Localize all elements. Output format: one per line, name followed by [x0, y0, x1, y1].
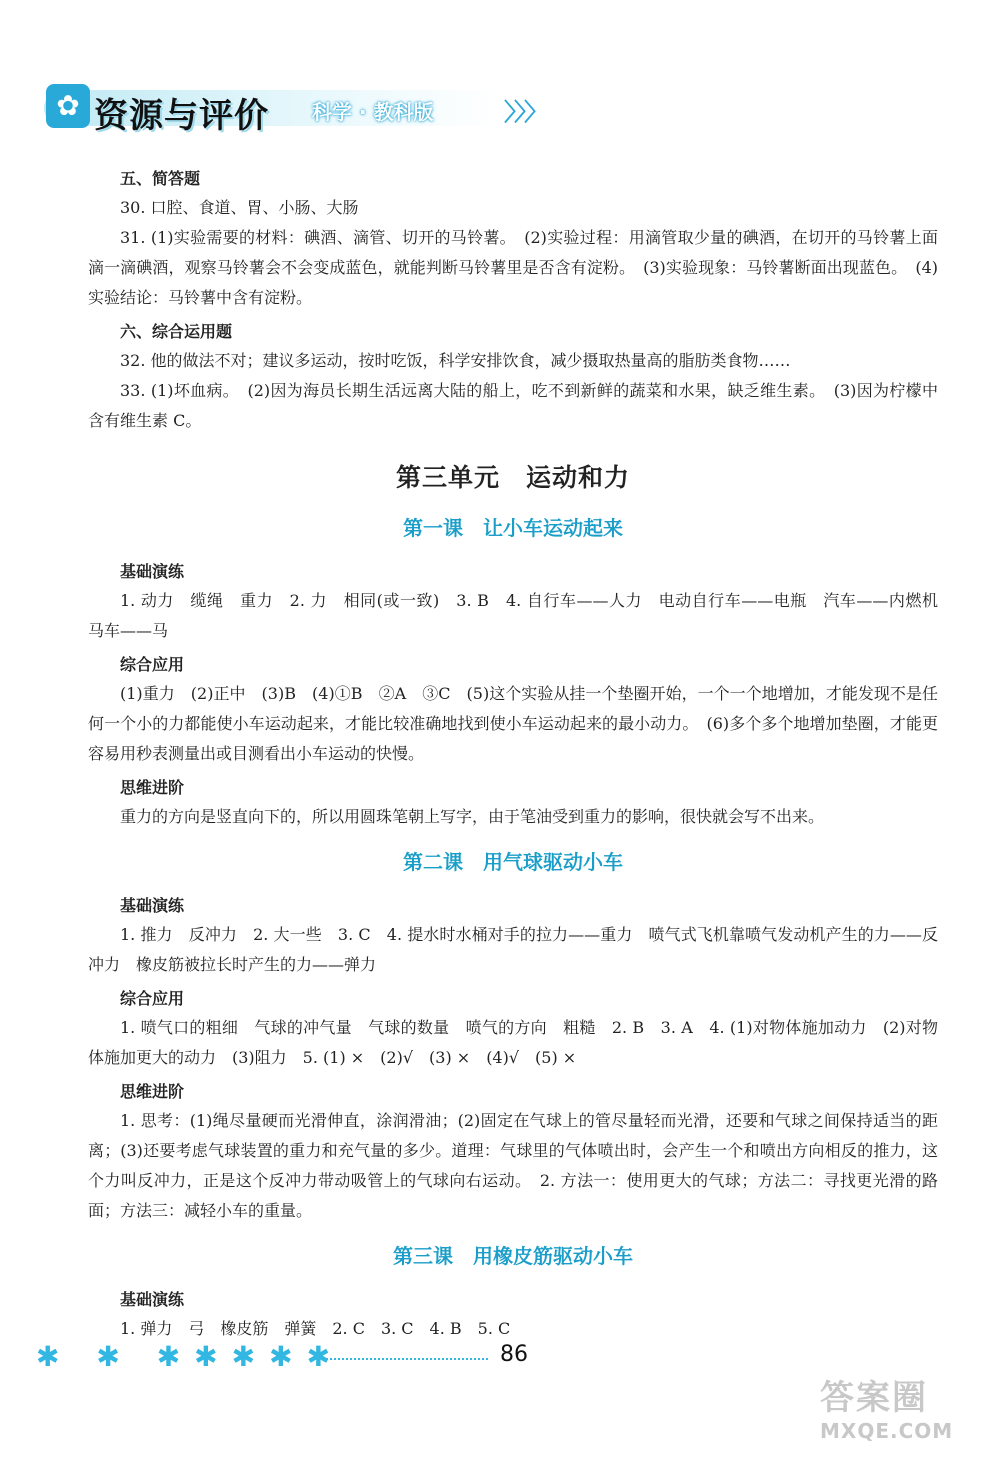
- flower-logo-icon: ✿: [46, 84, 90, 128]
- lesson-title: 第二课 用气球驱动小车: [403, 850, 623, 874]
- book-subtitle: 科学 · 教科版: [312, 100, 434, 124]
- lesson-title: 第一课 让小车运动起来: [403, 516, 623, 540]
- lesson1-basic: 1. 动力 缆绳 重力 2. 力 相同(或一致) 3. B 4. 自行车——人力 电动自行车——电瓶 汽车——内燃机 马车——马: [88, 591, 955, 640]
- unit-title: 第三单元 运动和力: [395, 463, 630, 492]
- watermark-logo: [820, 1370, 980, 1443]
- page-footer: [36, 1340, 596, 1390]
- chevron-arrows-icon: 〉〉〉: [504, 98, 546, 126]
- subsection-heading: 思维进阶: [120, 778, 185, 797]
- watermark-url: MXQE.COM: [820, 1419, 954, 1443]
- subsection-heading: 基础演练: [120, 1290, 185, 1309]
- answer-30: 30. 口腔、食道、胃、小肠、大肠: [120, 198, 359, 217]
- answer-32: 32. 他的做法不对；建议多运动，按时吃饭，科学安排饮食，减少摄取热量高的脂肪类食物……: [120, 351, 791, 370]
- subsection-heading: 综合应用: [120, 989, 185, 1008]
- lesson2-basic: 1. 推力 反冲力 2. 大一些 3. C 4. 提水时水桶对手的拉力——重力 喷气式飞机靠喷气发动机产生的力——反冲力 橡皮筋被拉长时产生的力——弹力: [88, 925, 938, 974]
- subsection-heading: 基础演练: [120, 896, 185, 915]
- lesson2-applied: 1. 喷气口的粗细 气球的冲气量 气球的数量 喷气的方向 粗糙 2. B 3. A 4. (1)对物体施加动力 (2)对物体施加更大的动力 (3)阻力 5. (1) × (2)√ (3) × (4)√ (5) ×: [88, 1018, 938, 1067]
- subsection-heading: 基础演练: [120, 562, 185, 581]
- answer-content: [88, 160, 955, 1344]
- subsection-heading: 综合应用: [120, 655, 185, 674]
- book-header: [44, 80, 546, 136]
- answer-31: 31. (1)实验需要的材料：碘酒、滴管、切开的马铃薯。 (2)实验过程：用滴管取少量的碘酒，在切开的马铃薯上面滴一滴碘酒，观察马铃薯会不会变成蓝色，就能判断马铃薯里是否含有淀粉。 (3)实验现象：马铃薯断面出现蓝色。 (4)实验结论：马铃薯中含有淀粉。: [88, 228, 938, 307]
- watermark-text: 答案圈: [820, 1378, 928, 1418]
- lesson1-thinking: 重力的方向是竖直向下的，所以用圆珠笔朝上写字，由于笔油受到重力的影响，很快就会写不出来。: [120, 807, 825, 826]
- page-number: 86: [500, 1342, 528, 1367]
- lesson3-basic: 1. 弹力 弓 橡皮筋 弹簧 2. C 3. C 4. B 5. C: [120, 1319, 511, 1338]
- dotted-divider: [318, 1358, 488, 1360]
- book-title: 资源与评价: [94, 96, 269, 136]
- lesson1-applied: (1)重力 (2)正中 (3)B (4)①B ②A ③C (5)这个实验从挂一个垫圈开始，一个一个地增加，才能发现不是任何一个小的力都能使小车运动起来，才能比较准确地找到使小车运动起来的最小动力。 (6)多个多个地增加垫圈，才能更容易用秒表测量出或目测看出小车运动的快慢。: [88, 684, 938, 763]
- star-decoration-icon: ✱ ✱ ✱✱✱✱✱: [36, 1340, 345, 1373]
- section-heading: 六、综合运用题: [120, 322, 233, 341]
- subsection-heading: 思维进阶: [120, 1082, 185, 1101]
- lesson-title: 第三课 用橡皮筋驱动小车: [393, 1244, 633, 1268]
- answer-33: 33. (1)坏血病。 (2)因为海员长期生活远离大陆的船上，吃不到新鲜的蔬菜和水果，缺乏维生素。 (3)因为柠檬中含有维生素 C。: [88, 381, 938, 430]
- section-heading: 五、简答题: [120, 169, 201, 188]
- lesson2-thinking: 1. 思考：(1)绳尽量硬而光滑伸直，涂润滑油；(2)固定在气球上的管尽量轻而光滑，还要和气球之间保持适当的距离；(3)还要考虑气球装置的重力和充气量的多少。道理：气球里的气体喷出时，会产生一个和喷出方向相反的推力，这个力叫反冲力，正是这个反冲力带动吸管上的气球向右运动。 2. 方法一：使用更大的气球；方法二：寻找更光滑的路面；方法三：减轻小车的重量。: [88, 1111, 938, 1220]
